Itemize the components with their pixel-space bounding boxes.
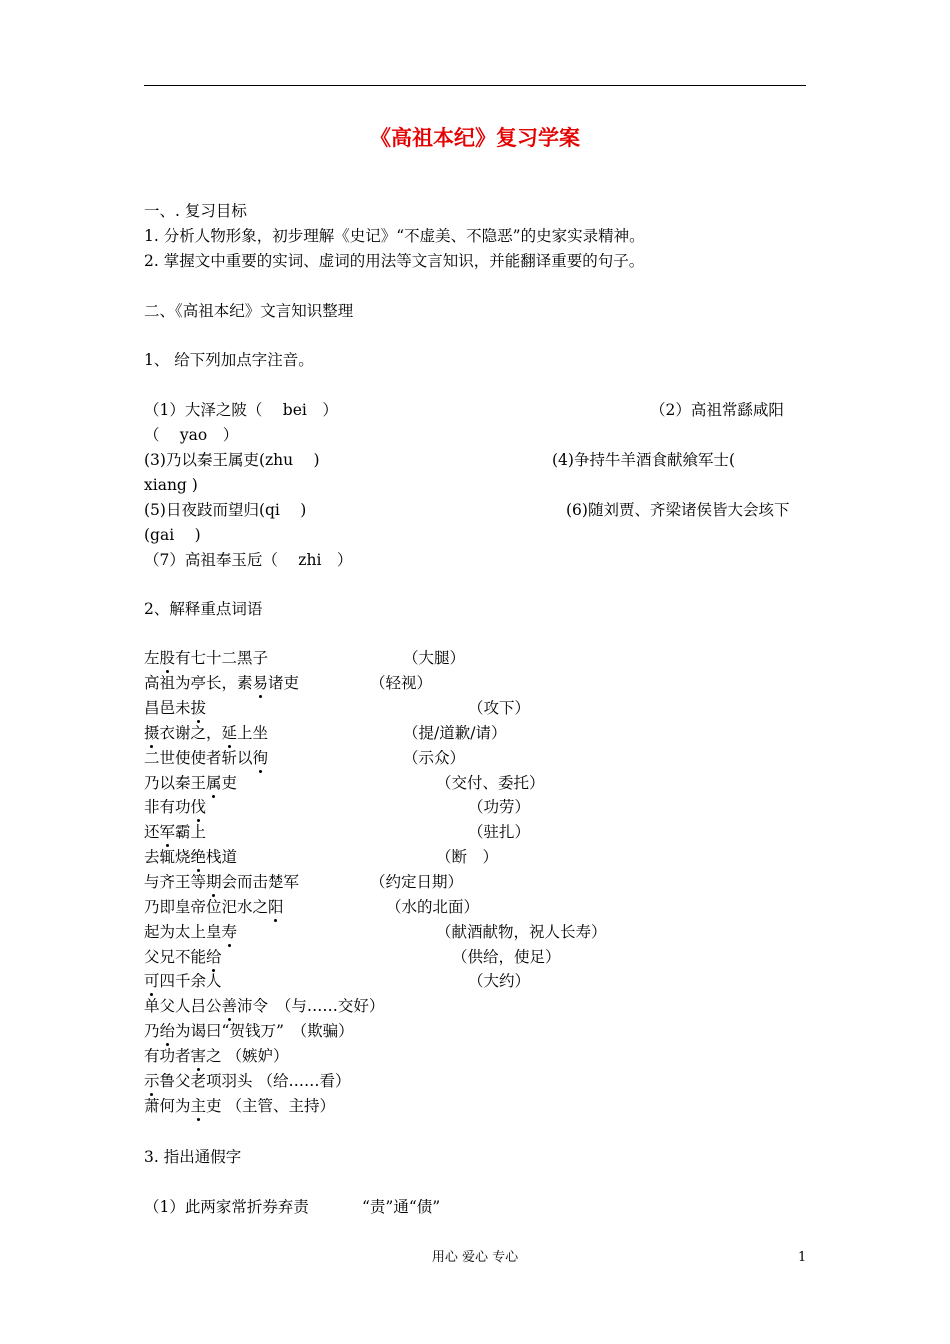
vocab-item: 乃绐为谒曰“贺钱万” （欺骗） bbox=[144, 1022, 354, 1040]
vocab-item: 左股有七十二黑子 bbox=[144, 649, 269, 667]
page-number: 1 bbox=[798, 1250, 807, 1265]
vocab-item: 摄衣谢之，延上坐 bbox=[144, 724, 269, 742]
vocab-meaning: （攻下） bbox=[468, 699, 531, 717]
section2-heading: 二、《高祖本纪》文言知识整理 bbox=[144, 302, 354, 320]
q1-item-3: (3)乃以秦王属吏(zhu ) bbox=[144, 451, 320, 469]
q1-item-7: （7）高祖奉玉卮（ zhi ） bbox=[144, 551, 353, 569]
vocab-meaning: （功劳） bbox=[468, 798, 531, 816]
vocab-meaning: （轻视） bbox=[370, 674, 433, 692]
vocab-item: 乃即皇帝位汜水之阳 bbox=[144, 898, 284, 916]
vocab-item: 与齐王等期会而击楚军 bbox=[144, 873, 300, 891]
q1-item-6-answer: (gai ) bbox=[144, 526, 201, 544]
vocab-meaning: （驻扎） bbox=[468, 823, 531, 841]
header-rule bbox=[144, 85, 806, 86]
vocab-meaning: （约定日期） bbox=[370, 873, 464, 891]
q1-item-4-answer: xiang ) bbox=[144, 476, 198, 494]
footer-motto: 用心 爱心 专心 bbox=[431, 1250, 519, 1265]
vocab-item: 父兄不能给 bbox=[144, 948, 222, 966]
q3-item-1: （1）此两家常折券弃责 bbox=[144, 1198, 309, 1216]
vocab-meaning: （大约） bbox=[468, 972, 531, 990]
section1-heading: 一、. 复习目标 bbox=[144, 202, 247, 220]
vocab-item: 示鲁父老项羽头 （给……看） bbox=[144, 1072, 351, 1090]
vocab-item: 起为太上皇寿 bbox=[144, 923, 238, 941]
vocab-item: 有功者害之 （嫉妒） bbox=[144, 1047, 289, 1065]
vocab-item: 可四千余人 bbox=[144, 972, 222, 990]
q1-item-2: （2）高祖常繇咸阳 bbox=[650, 401, 784, 419]
vocab-item: 二世使使者斩以徇 bbox=[144, 749, 269, 767]
vocab-item: 乃以秦王属吏 bbox=[144, 774, 238, 792]
vocab-meaning: （交付、委托） bbox=[436, 774, 545, 792]
q1-item-5: (5)日夜跂而望归(qi ) bbox=[144, 501, 307, 519]
vocab-item: 去辄烧绝栈道 bbox=[144, 848, 238, 866]
objective-2: 2. 掌握文中重要的实词、虚词的用法等文言知识，并能翻译重要的句子。 bbox=[144, 252, 645, 270]
vocab-meaning: （大腿） bbox=[403, 649, 466, 667]
vocab-item: 高祖为亭长，素易诸吏 bbox=[144, 674, 300, 692]
vocab-item: 单父人吕公善沛令 （与……交好） bbox=[144, 997, 385, 1015]
vocab-meaning: （断 ） bbox=[436, 848, 499, 866]
vocab-meaning: （示众） bbox=[403, 749, 466, 767]
vocab-meaning: （供给，使足） bbox=[452, 948, 561, 966]
q1-item-6: (6)随刘贾、齐梁诸侯皆大会垓下 bbox=[566, 501, 790, 519]
vocab-meaning: （提/道歉/请） bbox=[403, 724, 507, 742]
vocab-meaning: （献酒献物，祝人长寿） bbox=[436, 923, 607, 941]
q1-heading: 1、 给下列加点字注音。 bbox=[144, 351, 314, 369]
q1-item-4: (4)争持牛羊酒食献飨军士( bbox=[552, 451, 736, 469]
objective-1: 1. 分析人物形象，初步理解《史记》“不虚美、不隐恶”的史家实录精神。 bbox=[144, 227, 645, 245]
q3-item-1-note: “责”通“债” bbox=[362, 1198, 441, 1216]
q1-item-1: （1）大泽之陂（ bei ） bbox=[144, 401, 338, 419]
page-title: 《高祖本纪》复习学案 bbox=[370, 126, 580, 150]
vocab-meaning: （水的北面） bbox=[386, 898, 480, 916]
q3-heading: 3. 指出通假字 bbox=[144, 1148, 242, 1166]
q1-item-2-answer: （ yao ） bbox=[144, 426, 239, 444]
vocab-item: 昌邑未拔 bbox=[144, 699, 207, 717]
vocab-item: 萧何为主吏 （主管、主持） bbox=[144, 1097, 335, 1115]
vocab-item: 还军霸上 bbox=[144, 823, 207, 841]
vocab-item: 非有功伐 bbox=[144, 798, 207, 816]
q2-heading: 2、解释重点词语 bbox=[144, 600, 263, 618]
